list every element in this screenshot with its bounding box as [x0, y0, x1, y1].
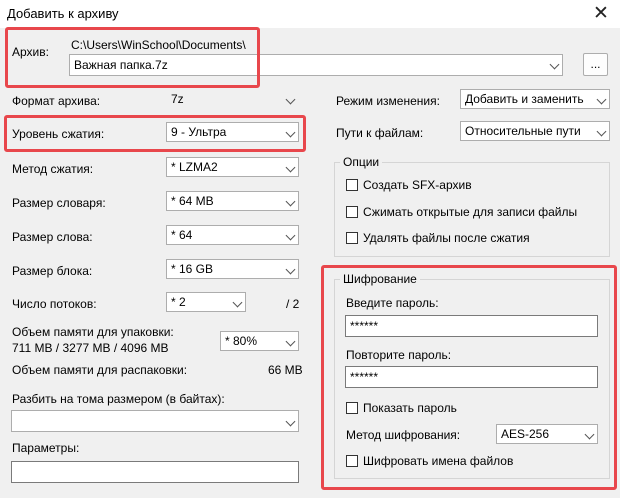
chevron-down-icon[interactable]	[286, 337, 296, 347]
params-label: Параметры:	[12, 441, 80, 455]
threads-select[interactable]	[166, 292, 246, 312]
threads-label: Число потоков:	[12, 297, 97, 311]
encryption-method-value: AES-256	[501, 427, 550, 441]
chevron-down-icon[interactable]	[286, 231, 296, 241]
password-label: Введите пароль:	[346, 296, 439, 310]
repeat-password-input[interactable]: ******	[345, 366, 598, 388]
options-title: Опции	[340, 155, 382, 169]
mem-pack-value: 711 MB / 3277 MB / 4096 MB	[12, 341, 169, 355]
block-value: * 16 GB	[171, 262, 214, 276]
checkbox-box[interactable]	[346, 232, 358, 244]
paths-value: Относительные пути	[465, 124, 581, 138]
mem-unpack-label: Объем памяти для распаковки:	[12, 363, 188, 377]
repeat-password-label: Повторите пароль:	[346, 348, 452, 362]
highlight-encryption	[321, 265, 617, 490]
mem-unpack-value: 66 MB	[268, 363, 303, 377]
chevron-down-icon[interactable]	[286, 265, 296, 275]
browse-button[interactable]: ...	[583, 53, 608, 76]
params-input[interactable]	[11, 461, 299, 483]
chevron-down-icon[interactable]	[597, 127, 607, 137]
window-title: Добавить к архиву	[7, 6, 119, 21]
chevron-down-icon[interactable]	[233, 298, 243, 308]
method-label: Метод сжатия:	[12, 162, 94, 176]
block-label: Размер блока:	[12, 264, 93, 278]
word-value: * 64	[171, 228, 193, 242]
password-input[interactable]: ******	[345, 315, 598, 337]
chevron-down-icon[interactable]	[286, 197, 296, 207]
word-label: Размер слова:	[12, 230, 93, 244]
shared-files-checkbox[interactable]	[346, 205, 577, 219]
paths-select[interactable]	[460, 121, 610, 141]
mem-pack-label: Объем памяти для упаковки:	[12, 325, 174, 339]
encryption-method-label: Метод шифрования:	[346, 428, 461, 442]
dictionary-value: * 64 MB	[171, 194, 214, 208]
format-label: Формат архива:	[12, 94, 101, 108]
level-value: 9 - Ультра	[171, 125, 227, 139]
archive-path: C:\Users\WinSchool\Documents\	[71, 38, 246, 52]
sfx-checkbox[interactable]	[346, 178, 472, 192]
highlight-level	[4, 115, 306, 152]
dictionary-select[interactable]	[166, 191, 299, 211]
mode-value: Добавить и заменить	[465, 92, 584, 106]
format-value: 7z	[171, 92, 184, 106]
split-label: Разбить на тома размером (в байтах):	[12, 392, 225, 406]
mem-pack-select-value: * 80%	[225, 334, 258, 348]
sfx-label: Создать SFX-архив	[363, 178, 472, 192]
method-select[interactable]	[166, 157, 299, 177]
delete-after-label: Удалять файлы после сжатия	[363, 231, 530, 245]
chevron-down-icon[interactable]	[286, 417, 296, 427]
chevron-down-icon[interactable]	[286, 163, 296, 173]
encrypt-names-label: Шифровать имена файлов	[363, 454, 514, 468]
split-select[interactable]	[11, 410, 299, 432]
title-bar	[0, 0, 620, 28]
method-value: * LZMA2	[171, 160, 218, 174]
highlight-archive	[5, 27, 260, 88]
checkbox-box[interactable]	[346, 179, 358, 191]
encryption-title: Шифрование	[340, 272, 420, 286]
archive-name-value: Важная папка.7z	[74, 58, 168, 72]
delete-after-checkbox[interactable]	[346, 231, 530, 245]
threads-value: * 2	[171, 295, 186, 309]
checkbox-box[interactable]	[346, 206, 358, 218]
block-select[interactable]	[166, 259, 299, 279]
mem-pack-select[interactable]	[220, 331, 299, 351]
word-select[interactable]	[166, 225, 299, 245]
level-label: Уровень сжатия:	[12, 127, 105, 141]
chevron-down-icon[interactable]	[286, 95, 296, 105]
format-select[interactable]	[166, 89, 299, 109]
show-password-label: Показать пароль	[363, 401, 457, 415]
chevron-down-icon[interactable]	[597, 95, 607, 105]
archive-label: Архив:	[12, 45, 49, 59]
shared-files-label: Сжимать открытые для записи файлы	[363, 205, 578, 219]
threads-max: / 2	[286, 297, 300, 311]
mode-label: Режим изменения:	[336, 94, 440, 108]
close-icon[interactable]: ✕	[593, 3, 609, 24]
chevron-down-icon[interactable]	[550, 60, 560, 70]
paths-label: Пути к файлам:	[336, 126, 424, 140]
mode-select[interactable]	[460, 89, 610, 109]
dictionary-label: Размер словаря:	[12, 196, 106, 210]
